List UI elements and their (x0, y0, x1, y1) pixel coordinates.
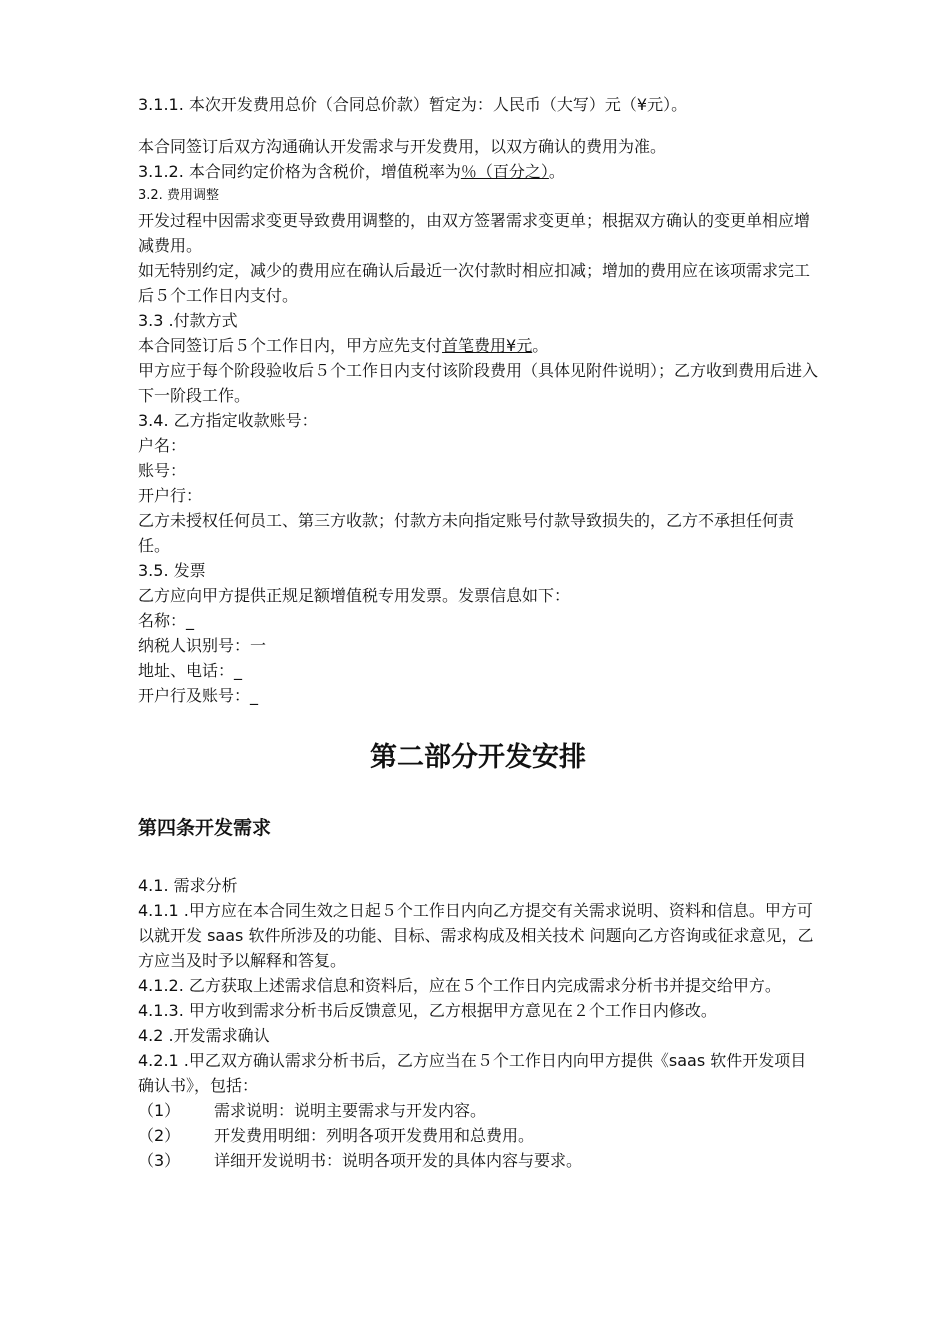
list-item-number: （2） (138, 1126, 181, 1145)
tax-rate-blank: ％（百分之） (460, 162, 549, 181)
first-payment-blank: 首笔费用¥元 (442, 336, 533, 355)
first-payment-text: 本合同签订后５个工作日内，甲方应先支付 (138, 336, 443, 355)
section-3-3-heading: 3.3 .付款方式 (138, 311, 238, 330)
list-item-text: 详细开发说明书：说明各项开发的具体内容与要求。 (214, 1151, 583, 1170)
clause-3-1-1: 3.1.1. 本次开发费用总价（合同总价款）暂定为：人民币（大写）元（¥元）。 (138, 95, 688, 114)
invoice-taxid-field: 纳税人识别号：一 (138, 636, 267, 655)
invoice-address-field: 地址、电话：_ (138, 661, 243, 680)
account-number-field: 账号： (138, 461, 187, 480)
article-4-title: 第四条开发需求 (138, 817, 272, 839)
invoice-name-field: 名称：_ (138, 611, 195, 630)
section-spacer (138, 778, 818, 813)
invoice-paragraph: 乙方应向甲方提供正规足额增值税专用发票。发票信息如下： (138, 586, 571, 605)
clause-3-1-2-end: 。 (548, 162, 565, 181)
clause-4-1-3: 4.1.3. 甲方收到需求分析书后反馈意见，乙方根据甲方意见在２个工作日内修改。 (138, 1001, 717, 1020)
clause-4-2-1: 4.2.1 .甲乙双方确认需求分析书后，乙方应当在５个工作日内向甲方提供《saas 软件开发项目确认书》，包括： (138, 1051, 807, 1095)
bank-field: 开户行： (138, 486, 203, 505)
list-item (138, 1148, 818, 1173)
clause-4-1-2: 4.1.2. 乙方获取上述需求信息和资料后，应在５个工作日内完成需求分析书并提交给甲方。 (138, 976, 781, 995)
paragraph-gap (138, 117, 818, 134)
first-payment-paragraph (138, 333, 818, 358)
list-item (138, 1098, 818, 1123)
section-4-1-heading: 4.1. 需求分析 (138, 876, 238, 895)
clause-4-1-1: 4.1.1 .甲方应在本合同生效之日起５个工作日内向乙方提交有关需求说明、资料和信息。甲方可以就开发 saas 软件所涉及的功能、目标、需求构成及相关技术 问题向乙方咨询或征求意见，乙方应当及时予以解释和答复。 (138, 901, 814, 970)
list-item-text: 需求说明：说明主要需求与开发内容。 (214, 1101, 487, 1120)
section-spacer (138, 708, 818, 738)
invoice-bank-field: 开户行及账号：_ (138, 686, 259, 705)
payment-liability-paragraph: 乙方未授权任何员工、第三方收款；付款方未向指定账号付款导致损失的，乙方不承担任何责任。 (138, 511, 795, 555)
clause-3-1-2-text: 3.1.2. 本合同约定价格为含税价，增值税率为 (138, 162, 461, 181)
section-4-2-heading: 4.2 .开发需求确认 (138, 1026, 270, 1045)
fee-adjustment-paragraph-1: 开发过程中因需求变更导致费用调整的，由双方签署需求变更单；根据双方确认的变更单相应增减费用。 (138, 211, 811, 255)
list-item-text: 开发费用明细：列明各项开发费用和总费用。 (214, 1126, 535, 1145)
section-spacer (138, 843, 818, 873)
fee-confirmation-paragraph: 本合同签订后双方沟通确认开发需求与开发费用，以双方确认的费用为准。 (138, 137, 667, 156)
list-item-number: （1） (138, 1101, 181, 1120)
stage-payment-paragraph: 甲方应于每个阶段验收后５个工作日内支付该阶段费用（具体见附件说明）；乙方收到费用后进入下一阶段工作。 (138, 361, 819, 405)
section-3-5-heading: 3.5. 发票 (138, 561, 206, 580)
account-name-field: 户名： (138, 436, 187, 455)
document-body (138, 92, 818, 1173)
part-2-title: 第二部分开发安排 (370, 742, 586, 773)
section-3-4-heading: 3.4. 乙方指定收款账号： (138, 411, 318, 430)
clause-3-1-2 (138, 159, 818, 184)
list-item-number: （3） (138, 1151, 181, 1170)
section-3-2-heading: 3.2. 费用调整 (138, 188, 219, 203)
first-payment-end: 。 (532, 336, 549, 355)
fee-adjustment-paragraph-2: 如无特别约定，减少的费用应在确认后最近一次付款时相应扣减；增加的费用应在该项需求完工后５个工作日内支付。 (138, 261, 811, 305)
list-item (138, 1123, 818, 1148)
